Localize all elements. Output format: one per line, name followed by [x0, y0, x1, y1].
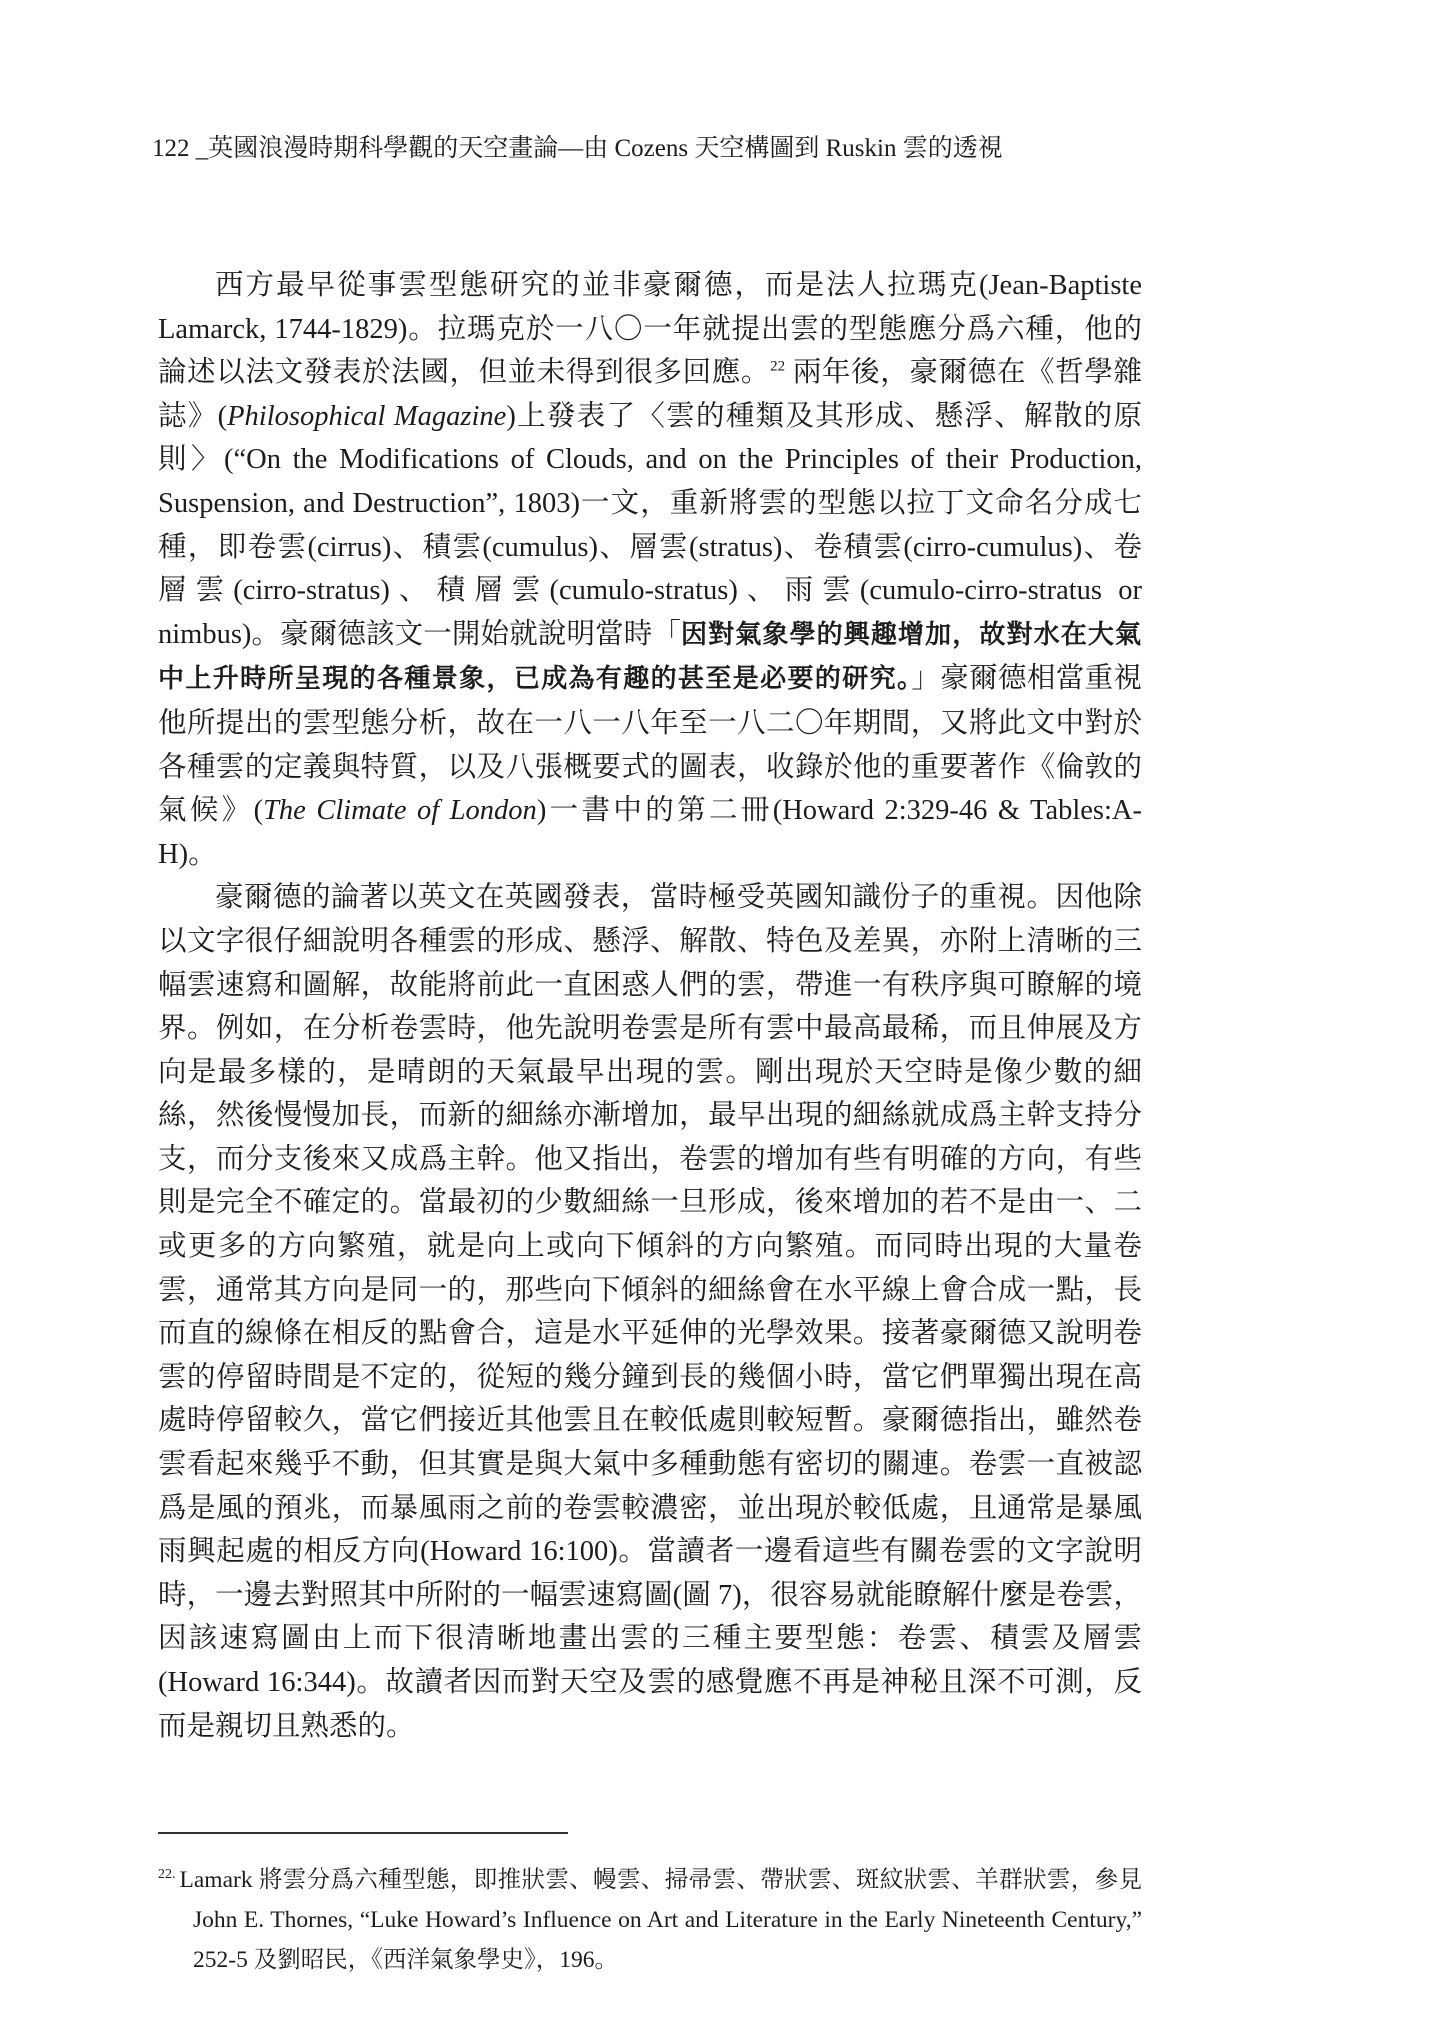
paragraph-1-part-2: 兩年後，豪爾德在《哲學雜誌》(: [158, 357, 1142, 432]
paragraph-1-part-1: 西方最早從事雲型態研究的並非豪爾德，而是法人拉瑪克(Jean-Baptiste Lamarck, 1744-1829)。拉瑪克於一八〇一年就提出雲的型態應分爲六種，他的論述以法文發表於法國，但並未得到很多回應。: [158, 270, 1142, 389]
magazine-title: Philosophical Magazine: [227, 400, 507, 432]
book-title: The Climate of London: [263, 795, 537, 827]
footnote-number: 22.: [158, 1867, 176, 1883]
footnote-divider: [158, 1832, 568, 1834]
paragraph-1-part-4: 」豪爾德相當重視他所提出的雲型態分析，故在一八一八年至一八二〇年期間，又將此文中對於各種雲的定義與特質，以及八張概要式的圖表，收錄於他的重要著作《倫敦的氣候》(: [158, 663, 1142, 827]
paragraph-2: 豪爾德的論著以英文在英國發表，當時極受英國知識份子的重視。因他除以文字很仔細說明各種雲的形成、懸浮、解散、特色及差異，亦附上清晰的三幅雲速寫和圖解，故能將前此一直困惑人們的雲，帶進一有秩序與可瞭解的境界。例如，在分析卷雲時，他先說明卷雲是所有雲中最高最稀，而且伸展及方向是最多樣的，是晴朗的天氣最早出現的雲。剛出現於天空時是像少數的細絲，然後慢慢加長，而新的細絲亦漸增加，最早出現的細絲就成爲主幹支持分支，而分支後來又成爲主幹。他又指出，卷雲的增加有些有明確的方向，有些則是完全不確定的。當最初的少數細絲一旦形成，後來增加的若不是由一、二或更多的方向繁殖，就是向上或向下傾斜的方向繁殖。而同時出現的大量卷雲，通常其方向是同一的，那些向下傾斜的細絲會在水平線上會合成一點，長而直的線條在相反的點會合，這是水平延伸的光學效果。接著豪爾德又說明卷雲的停留時間是不定的，從短的幾分鐘到長的幾個小時，當它們單獨出現在高處時停留較久，當它們接近其他雲且在較低處則較短暫。豪爾德指出，雖然卷雲看起來幾乎不動，但其實是與大氣中多種動態有密切的關連。卷雲一直被認爲是風的預兆，而暴風雨之前的卷雲較濃密，並出現於較低處，且通常是暴風雨興起處的相反方向(Howard 16:100)。當讀者一邊看這些有關卷雲的文字說明時，一邊去對照其中所附的一幅雲速寫圖(圖 7)，很容易就能瞭解什麼是卷雲，因該速寫圖由上而下很清晰地畫出雲的三種主要型態：卷雲、積雲及層雲 (Howard 16:344)。故讀者因而對天空及雲的感覺應不再是神秘且深不可測，反而是親切且熟悉的。: [158, 882, 1142, 1742]
footnote-reference: 22: [770, 358, 786, 375]
paragraph-1: [158, 264, 1142, 876]
footnote: [158, 1860, 1142, 1980]
footnote-text: Lamark 將雲分爲六種型態，即推狀雲、幔雲、掃帚雲、帶狀雲、斑紋狀雲、羊群狀雲，參見 John E. Thornes, “Luke Howard’s Influence on Art and Literature in the Early Nineteenth Century,” 252-5 及劉昭民，《西洋氣象學史》，196。: [179, 1867, 1142, 1973]
running-header: 122 _英國浪漫時期科學觀的天空畫論—由 Cozens 天空構圖到 Ruskin 雲的透視: [152, 135, 1003, 162]
howard-quote: 因對氣象學的興趣增加，故對水在大氣中上升時所呈現的各種景象，已成為有趣的甚至是必要的研究。: [158, 619, 1142, 695]
paragraph-1-part-3: )上發表了〈雲的種類及其形成、懸浮、解散的原則〉(“On the Modifications of Clouds, and on the Principles of their Production, Suspension, and Destruction”, 1803)一文，重新將雲的型態以拉丁文命名分成七種，即卷雲(cirrus)、積雲(cumulus)、層雲(stratus)、卷積雲(cirro-cumulus)、卷層雲(cirro-stratus)、積層雲(cumulo-stratus)、雨雲(cumulo-cirro-stratus or nimbus)。豪爾德該文一開始就說明當時「: [158, 400, 1142, 650]
paragraph-1-part-5: )一書中的第二冊(Howard 2:329-46 & Tables:A-H)。: [158, 795, 1142, 870]
footnote-22: [158, 1860, 1142, 1980]
main-text: [158, 264, 1142, 1748]
